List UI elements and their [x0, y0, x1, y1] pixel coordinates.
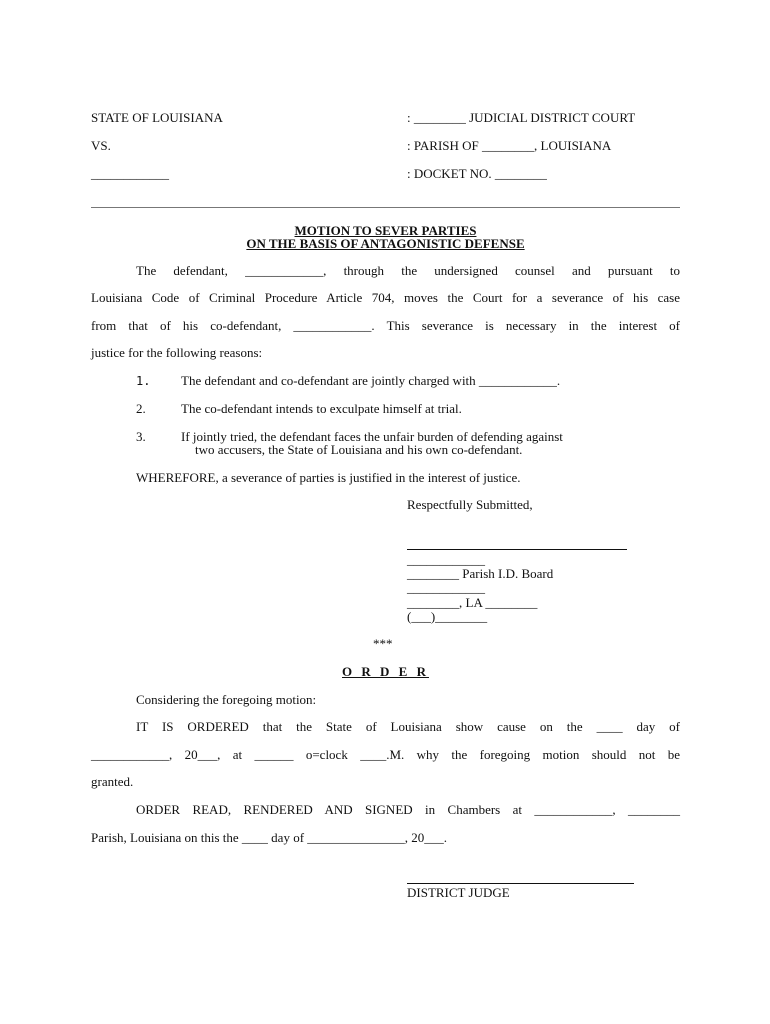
respectfully-submitted: Respectfully Submitted,: [407, 497, 533, 512]
order-heading: O R D E R: [342, 664, 429, 679]
list-item-number: 2.: [136, 401, 146, 416]
order-paragraph-line: ____________, 20___, at ______ o=clock ____.M. why the foregoing motion should not be: [91, 747, 680, 762]
caption-court: : ________ JUDICIAL DISTRICT COURT: [407, 110, 636, 125]
caption-defendant-blank: ____________: [91, 166, 169, 181]
motion-title-line2: ON THE BASIS OF ANTAGONISTIC DEFENSE: [246, 236, 525, 251]
motion-paragraph-line: Louisiana Code of Criminal Procedure Article 704, moves the Court for a severance of his case: [91, 290, 680, 305]
phone-number: (___)________: [407, 609, 488, 624]
list-item-number: 1.: [136, 374, 151, 388]
order-considering: Considering the foregoing motion:: [136, 692, 317, 707]
list-item-continuation: two accusers, the State of Louisiana and his own co-defendant.: [195, 442, 523, 457]
motion-paragraph-line: justice for the following reasons:: [91, 345, 263, 360]
order-paragraph-line: IT IS ORDERED that the State of Louisiana show cause on the ____ day of: [136, 719, 680, 734]
section-separator: ***: [373, 636, 393, 651]
district-judge-label: DISTRICT JUDGE: [407, 885, 510, 900]
caption-state: STATE OF LOUISIANA: [91, 110, 223, 125]
judge-signature-line: [407, 883, 634, 884]
list-item: If jointly tried, the defendant faces the unfair burden of defending against: [181, 429, 563, 444]
order-paragraph-line: granted.: [91, 774, 134, 789]
motion-title-line1: MOTION TO SEVER PARTIES: [294, 223, 477, 238]
order-signed-line: ORDER READ, RENDERED AND SIGNED in Chambers at ____________, ________: [136, 802, 680, 817]
parish-id-board: ________ Parish I.D. Board: [407, 566, 554, 581]
address-blank: ____________: [407, 580, 485, 595]
list-item-number: 3.: [136, 429, 146, 444]
list-item: The defendant and co-defendant are jointly charged with ____________.: [181, 373, 561, 388]
caption-docket: : DOCKET NO. ________: [407, 166, 547, 181]
city-state-zip: ________, LA ________: [407, 595, 538, 610]
caption-parish: : PARISH OF ________, LOUISIANA: [407, 138, 612, 153]
motion-paragraph-line: The defendant, ____________, through the undersigned counsel and pursuant to: [136, 263, 680, 278]
list-item: The co-defendant intends to exculpate himself at trial.: [181, 401, 462, 416]
order-signed-line: Parish, Louisiana on this the ____ day of _______________, 20___.: [91, 830, 448, 845]
caption-vs: VS.: [91, 138, 111, 153]
attorney-signature-line: [407, 549, 627, 550]
wherefore-clause: WHEREFORE, a severance of parties is justified in the interest of justice.: [136, 470, 521, 485]
caption-divider: [91, 207, 680, 208]
attorney-name-blank: ____________: [407, 552, 485, 567]
motion-paragraph-line: from that of his co-defendant, ____________. This severance is necessary in the interest of: [91, 318, 680, 333]
